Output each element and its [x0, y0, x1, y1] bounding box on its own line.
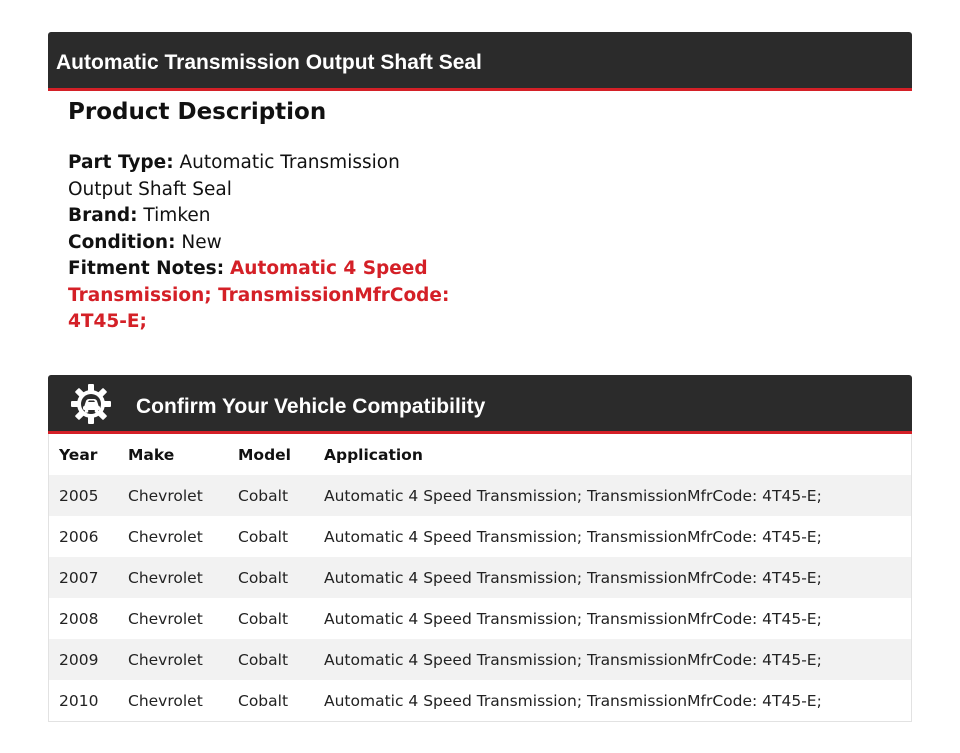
cell-model: Cobalt — [228, 639, 314, 680]
spec-list — [68, 150, 468, 336]
condition-value: New — [181, 231, 222, 253]
cell-make: Chevrolet — [118, 598, 228, 639]
cell-model: Cobalt — [228, 680, 314, 721]
cell-year: 2005 — [49, 475, 118, 516]
cell-year: 2010 — [49, 680, 118, 721]
product-description — [68, 96, 468, 336]
cell-year: 2007 — [49, 557, 118, 598]
table-row — [49, 639, 911, 680]
compatibility-table — [48, 434, 912, 722]
cell-model: Cobalt — [228, 557, 314, 598]
cell-application: Automatic 4 Speed Transmission; TransmissionMfrCode: 4T45-E; — [314, 598, 911, 639]
cell-make: Chevrolet — [118, 475, 228, 516]
cell-application: Automatic 4 Speed Transmission; TransmissionMfrCode: 4T45-E; — [314, 475, 911, 516]
col-application: Application — [314, 434, 911, 475]
cell-year: 2008 — [49, 598, 118, 639]
cell-year: 2009 — [49, 639, 118, 680]
brand-label: Brand: — [68, 205, 138, 226]
cell-application: Automatic 4 Speed Transmission; TransmissionMfrCode: 4T45-E; — [314, 639, 911, 680]
description-heading: Product Description — [68, 99, 327, 125]
spec-condition — [68, 230, 468, 257]
spec-part-type — [68, 150, 468, 203]
table-row — [49, 557, 911, 598]
cell-model: Cobalt — [228, 475, 314, 516]
table-row — [49, 516, 911, 557]
condition-label: Condition: — [68, 231, 176, 253]
cell-make: Chevrolet — [118, 516, 228, 557]
col-year: Year — [49, 434, 118, 475]
cell-application: Automatic 4 Speed Transmission; TransmissionMfrCode: 4T45-E; — [314, 680, 911, 721]
table-row — [49, 680, 911, 721]
col-model: Model — [228, 434, 314, 475]
cell-make: Chevrolet — [118, 639, 228, 680]
part-type-label: Part Type: — [68, 152, 174, 173]
cell-year: 2006 — [49, 516, 118, 557]
spec-fitment — [68, 256, 468, 336]
product-title: Automatic Transmission Output Shaft Seal — [56, 51, 482, 74]
cell-make: Chevrolet — [118, 680, 228, 721]
fitment-value: Automatic 4 Speed Transmission; TransmissionMfrCode: 4T45-E; — [68, 258, 450, 332]
col-make: Make — [118, 434, 228, 475]
cell-model: Cobalt — [228, 598, 314, 639]
cell-model: Cobalt — [228, 516, 314, 557]
table-row — [49, 598, 911, 639]
compatibility-title: Confirm Your Vehicle Compatibility — [136, 395, 486, 418]
cell-application: Automatic 4 Speed Transmission; TransmissionMfrCode: 4T45-E; — [314, 516, 911, 557]
product-title-bar — [48, 32, 912, 91]
cell-application: Automatic 4 Speed Transmission; TransmissionMfrCode: 4T45-E; — [314, 557, 911, 598]
spec-brand — [68, 203, 468, 230]
part-type-value: Automatic Transmission Output Shaft Seal — [68, 152, 400, 200]
gear-car-icon — [70, 383, 112, 425]
cell-make: Chevrolet — [118, 557, 228, 598]
compatibility-bar — [48, 375, 912, 434]
table-header-row — [49, 434, 911, 475]
fitment-label: Fitment Notes: — [68, 258, 225, 279]
brand-value: Timken — [143, 205, 211, 226]
table-row — [49, 475, 911, 516]
